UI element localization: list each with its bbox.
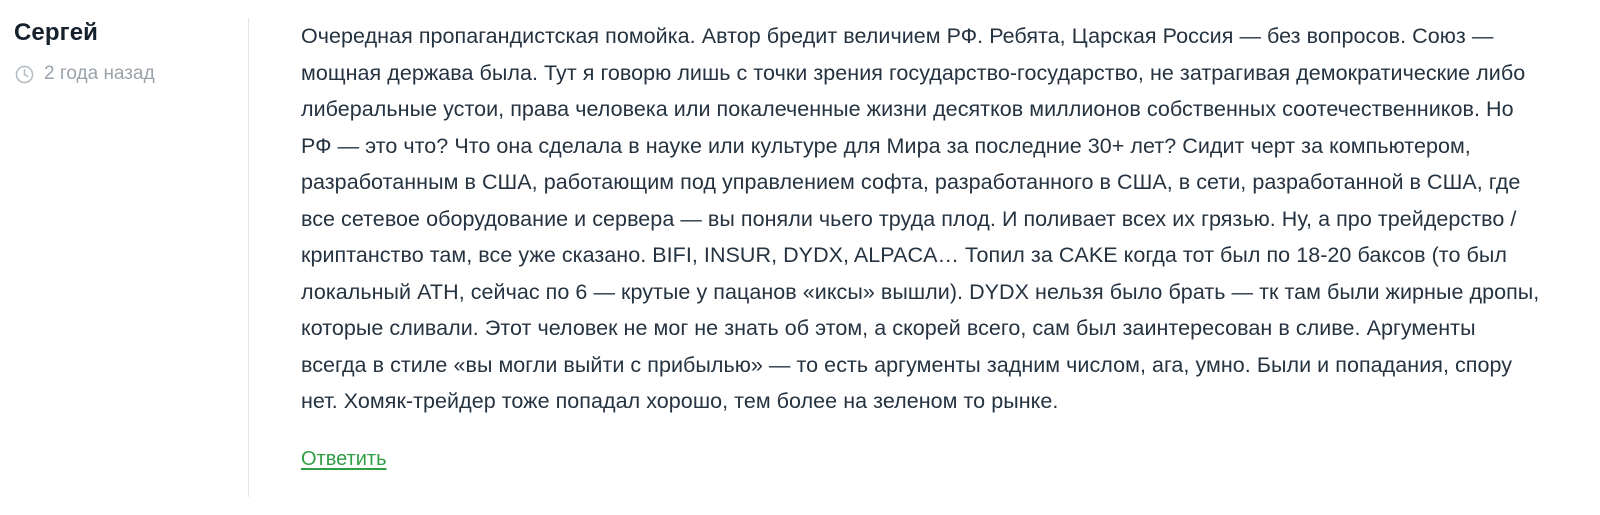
comment-timestamp-label: 2 года назад	[44, 63, 155, 84]
reply-link[interactable]: Ответить	[301, 447, 387, 470]
comment-body-column	[249, 18, 1600, 515]
comment-author-name: Сергей	[14, 19, 99, 46]
comment-timestamp	[14, 62, 224, 86]
comment-actions	[301, 446, 1540, 472]
comment-author-column	[0, 18, 248, 515]
clock-icon	[14, 64, 35, 85]
comment-text: Очередная пропагандистская помойка. Автор бредит величием РФ. Ребята, Царская Россия — без вопросов. Союз — мощная держава была. Тут я говорю лишь с точки зрения государство-государство, не затрагивая демократические либо либеральные устои, права человека или покалеченные жизни десятков миллионов собственных соотечественников. Но РФ — это что? Что она сделала в науке или культуре для Мира за последние 30+ лет? Сидит черт за компьютером, разработанным в США, работающим под управлением софта, разработанного в США, в сети, разработанной в США, где все сетевое оборудование и сервера — вы поняли чьего труда плод. И поливает всех их грязью. Ну, а про трейдерство / криптанство там, все уже сказано. BIFI, INSUR, DYDX, ALPACA… Топил за CAKE когда тот был по 18-20 баксов (то был локальный ATH, сейчас по 6 — крутые у пацанов «иксы» вышли). DYDX нельзя было брать — тк там были жирные дропы, которые сливали. Этот человек не мог не знать об этом, а скорей всего, сам был заинтересован в сливе. Аргументы всегда в стиле «вы могли выйти с прибылью» — то есть аргументы задним числом, ага, умно. Были и попадания, спору нет. Хомяк-трейдер тоже попадал хорошо, тем более на зеленом то рынке.	[301, 24, 1540, 413]
